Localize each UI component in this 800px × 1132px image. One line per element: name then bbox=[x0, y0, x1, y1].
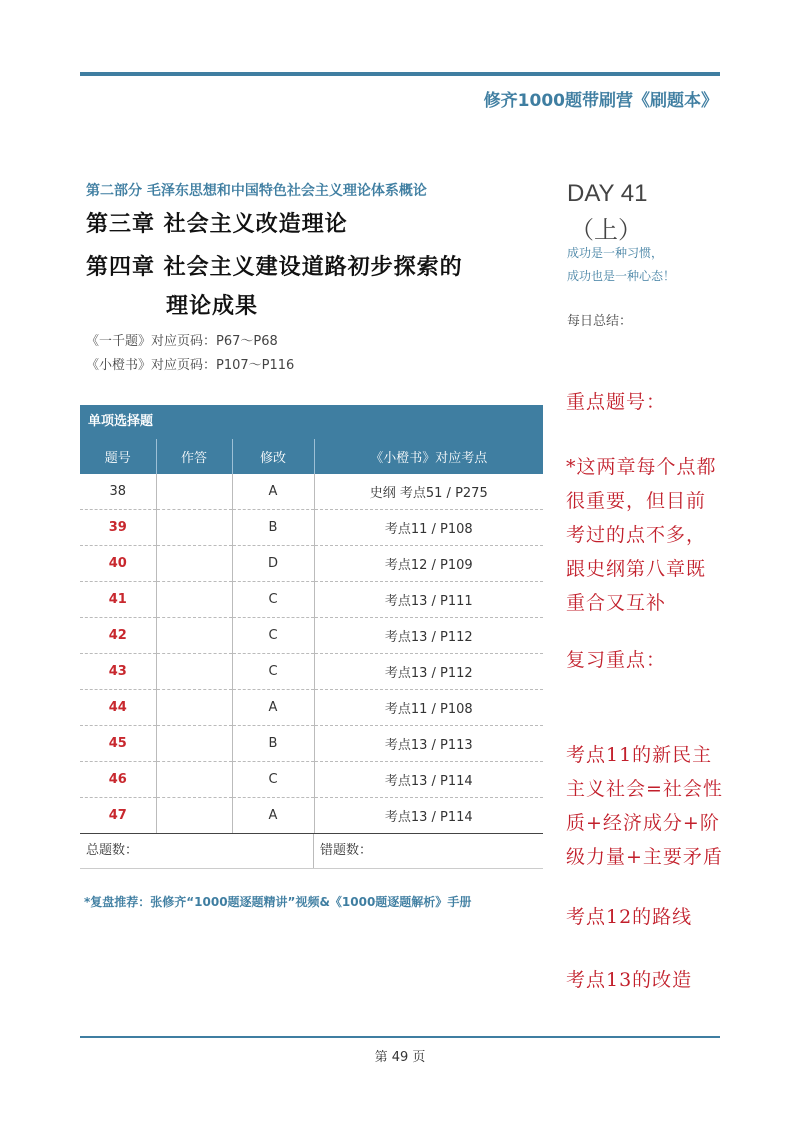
point-cell: 考点13 / P113 bbox=[314, 726, 543, 762]
answer-cell[interactable] bbox=[156, 726, 232, 762]
note-line: 主义社会=社会性 bbox=[566, 778, 723, 800]
table-row bbox=[80, 762, 543, 798]
col-header-fix: 修改 bbox=[232, 439, 314, 474]
point-cell: 考点13 / P114 bbox=[314, 762, 543, 798]
table-row bbox=[80, 798, 543, 834]
table-header-row bbox=[80, 439, 543, 474]
motto-line-2: 成功也是一种心态！ bbox=[567, 269, 676, 283]
chapter-3-title: 第三章 社会主义改造理论 bbox=[86, 212, 348, 237]
answer-cell[interactable] bbox=[156, 654, 232, 690]
table-title: 单项选择题 bbox=[80, 405, 543, 439]
answer-cell[interactable] bbox=[156, 582, 232, 618]
table-row bbox=[80, 582, 543, 618]
question-number: 44 bbox=[80, 690, 156, 726]
question-table bbox=[80, 405, 543, 869]
handwritten-point-13: 考点13的改造 bbox=[566, 969, 693, 991]
answer-cell[interactable] bbox=[156, 546, 232, 582]
answer-cell[interactable] bbox=[156, 798, 232, 834]
question-number: 40 bbox=[80, 546, 156, 582]
point-cell: 考点11 / P108 bbox=[314, 510, 543, 546]
motto-line-1: 成功是一种习惯， bbox=[567, 246, 664, 260]
question-number: 47 bbox=[80, 798, 156, 834]
table-row bbox=[80, 690, 543, 726]
header-title: 修齐1000题带刷营《刷题本》 bbox=[483, 91, 718, 111]
note-line: *这两章每个点都 bbox=[566, 456, 717, 478]
question-number: 43 bbox=[80, 654, 156, 690]
fix-cell: D bbox=[232, 546, 314, 582]
fix-cell: C bbox=[232, 654, 314, 690]
point-cell: 考点13 / P111 bbox=[314, 582, 543, 618]
answer-cell[interactable] bbox=[156, 690, 232, 726]
handwritten-point-12: 考点12的路线 bbox=[566, 906, 693, 928]
answer-cell[interactable] bbox=[156, 618, 232, 654]
note-line: 考过的点不多， bbox=[566, 524, 707, 546]
handwritten-review-label: 复习重点： bbox=[566, 649, 667, 671]
point-cell: 史纲 考点51 / P275 bbox=[314, 474, 543, 510]
page-number: 第 49 页 bbox=[374, 1050, 426, 1065]
table-row bbox=[80, 618, 543, 654]
answer-cell[interactable] bbox=[156, 474, 232, 510]
table-row bbox=[80, 726, 543, 762]
fix-cell: B bbox=[232, 510, 314, 546]
fix-cell: C bbox=[232, 618, 314, 654]
note-line: 考点11的新民主 bbox=[566, 744, 713, 766]
day-label: DAY 41 bbox=[567, 180, 648, 207]
header-rule bbox=[80, 72, 720, 76]
handwritten-point-11 bbox=[566, 738, 723, 874]
wrong-count-label: 错题数： bbox=[320, 843, 373, 858]
point-cell: 考点11 / P108 bbox=[314, 690, 543, 726]
total-count-label: 总题数： bbox=[80, 834, 314, 868]
note-line: 很重要，但目前 bbox=[566, 490, 707, 512]
totals-row bbox=[80, 834, 543, 868]
col-header-answer: 作答 bbox=[156, 439, 232, 474]
point-cell: 考点12 / P109 bbox=[314, 546, 543, 582]
note-line: 跟史纲第八章既 bbox=[566, 558, 707, 580]
table-row bbox=[80, 510, 543, 546]
answer-cell[interactable] bbox=[156, 762, 232, 798]
table-row bbox=[80, 474, 543, 510]
question-number: 38 bbox=[80, 474, 156, 510]
handwritten-note bbox=[566, 450, 717, 620]
part-title: 第二部分 毛泽东思想和中国特色社会主义理论体系概论 bbox=[86, 183, 427, 199]
handwritten-key-numbers: 重点题号： bbox=[566, 391, 667, 413]
col-header-point: 《小橙书》对应考点 bbox=[314, 439, 543, 474]
point-cell: 考点13 / P114 bbox=[314, 798, 543, 834]
note-line: 质+经济成分+阶 bbox=[566, 812, 720, 834]
fix-cell: A bbox=[232, 474, 314, 510]
yiqian-page-ref: 《一千题》对应页码：P67～P68 bbox=[86, 334, 278, 349]
day-sub-label: （上） bbox=[570, 216, 642, 244]
totals-rule bbox=[80, 868, 543, 869]
xiaochengshu-page-ref: 《小橙书》对应页码：P107～P116 bbox=[86, 358, 295, 373]
question-number: 45 bbox=[80, 726, 156, 762]
question-number: 39 bbox=[80, 510, 156, 546]
fix-cell: A bbox=[232, 798, 314, 834]
col-header-num: 题号 bbox=[80, 439, 156, 474]
fix-cell: C bbox=[232, 582, 314, 618]
point-cell: 考点13 / P112 bbox=[314, 654, 543, 690]
note-line: 重合又互补 bbox=[566, 592, 667, 614]
table-row bbox=[80, 546, 543, 582]
question-number: 41 bbox=[80, 582, 156, 618]
footer-rule bbox=[80, 1036, 720, 1038]
daily-summary-label: 每日总结： bbox=[567, 314, 633, 329]
point-cell: 考点13 / P112 bbox=[314, 618, 543, 654]
fix-cell: B bbox=[232, 726, 314, 762]
note-line: 级力量+主要矛盾 bbox=[566, 846, 723, 868]
fix-cell: A bbox=[232, 690, 314, 726]
question-number: 42 bbox=[80, 618, 156, 654]
table-row bbox=[80, 654, 543, 690]
chapter-4-title: 第四章 社会主义建设道路初步探索的 bbox=[86, 255, 463, 280]
chapter-4-title-cont: 理论成果 bbox=[166, 294, 259, 319]
review-recommendation: *复盘推荐：张修齐“1000题逐题精讲”视频&《1000题逐题解析》手册 bbox=[84, 895, 472, 909]
fix-cell: C bbox=[232, 762, 314, 798]
answer-table bbox=[80, 439, 543, 834]
answer-cell[interactable] bbox=[156, 510, 232, 546]
question-number: 46 bbox=[80, 762, 156, 798]
